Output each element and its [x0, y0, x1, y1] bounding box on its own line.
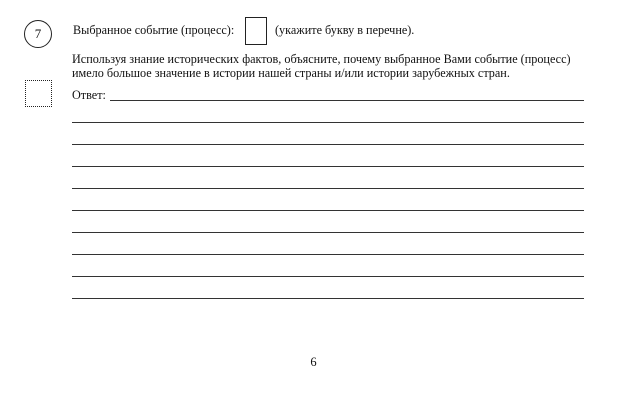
answer-line[interactable]: [72, 122, 584, 123]
instruction-line: имело большое значение в истории нашей страны и/или истории зарубежных стран.: [72, 65, 510, 80]
chosen-event-label: Выбранное событие (процесс):: [73, 23, 235, 37]
answer-label: Ответ:: [72, 88, 106, 102]
answer-line[interactable]: [72, 298, 584, 299]
score-box: [25, 80, 52, 107]
chosen-event-hint: (укажите букву в перечне).: [275, 23, 415, 37]
answer-line[interactable]: [72, 254, 584, 255]
task-number-badge: 7: [24, 20, 52, 48]
answer-line[interactable]: [110, 100, 584, 101]
instruction-line: Используя знание исторических фактов, объясните, почему выбранное Вами событие (процесс): [72, 52, 571, 66]
answer-line[interactable]: [72, 276, 584, 277]
answer-line[interactable]: [72, 210, 584, 211]
page-number: 6: [310, 355, 317, 369]
task-instruction: [72, 53, 592, 80]
answer-line[interactable]: [72, 166, 584, 167]
chosen-event-letter-box[interactable]: [245, 17, 267, 45]
answer-line[interactable]: [72, 144, 584, 145]
answer-line[interactable]: [72, 232, 584, 233]
answer-line[interactable]: [72, 188, 584, 189]
